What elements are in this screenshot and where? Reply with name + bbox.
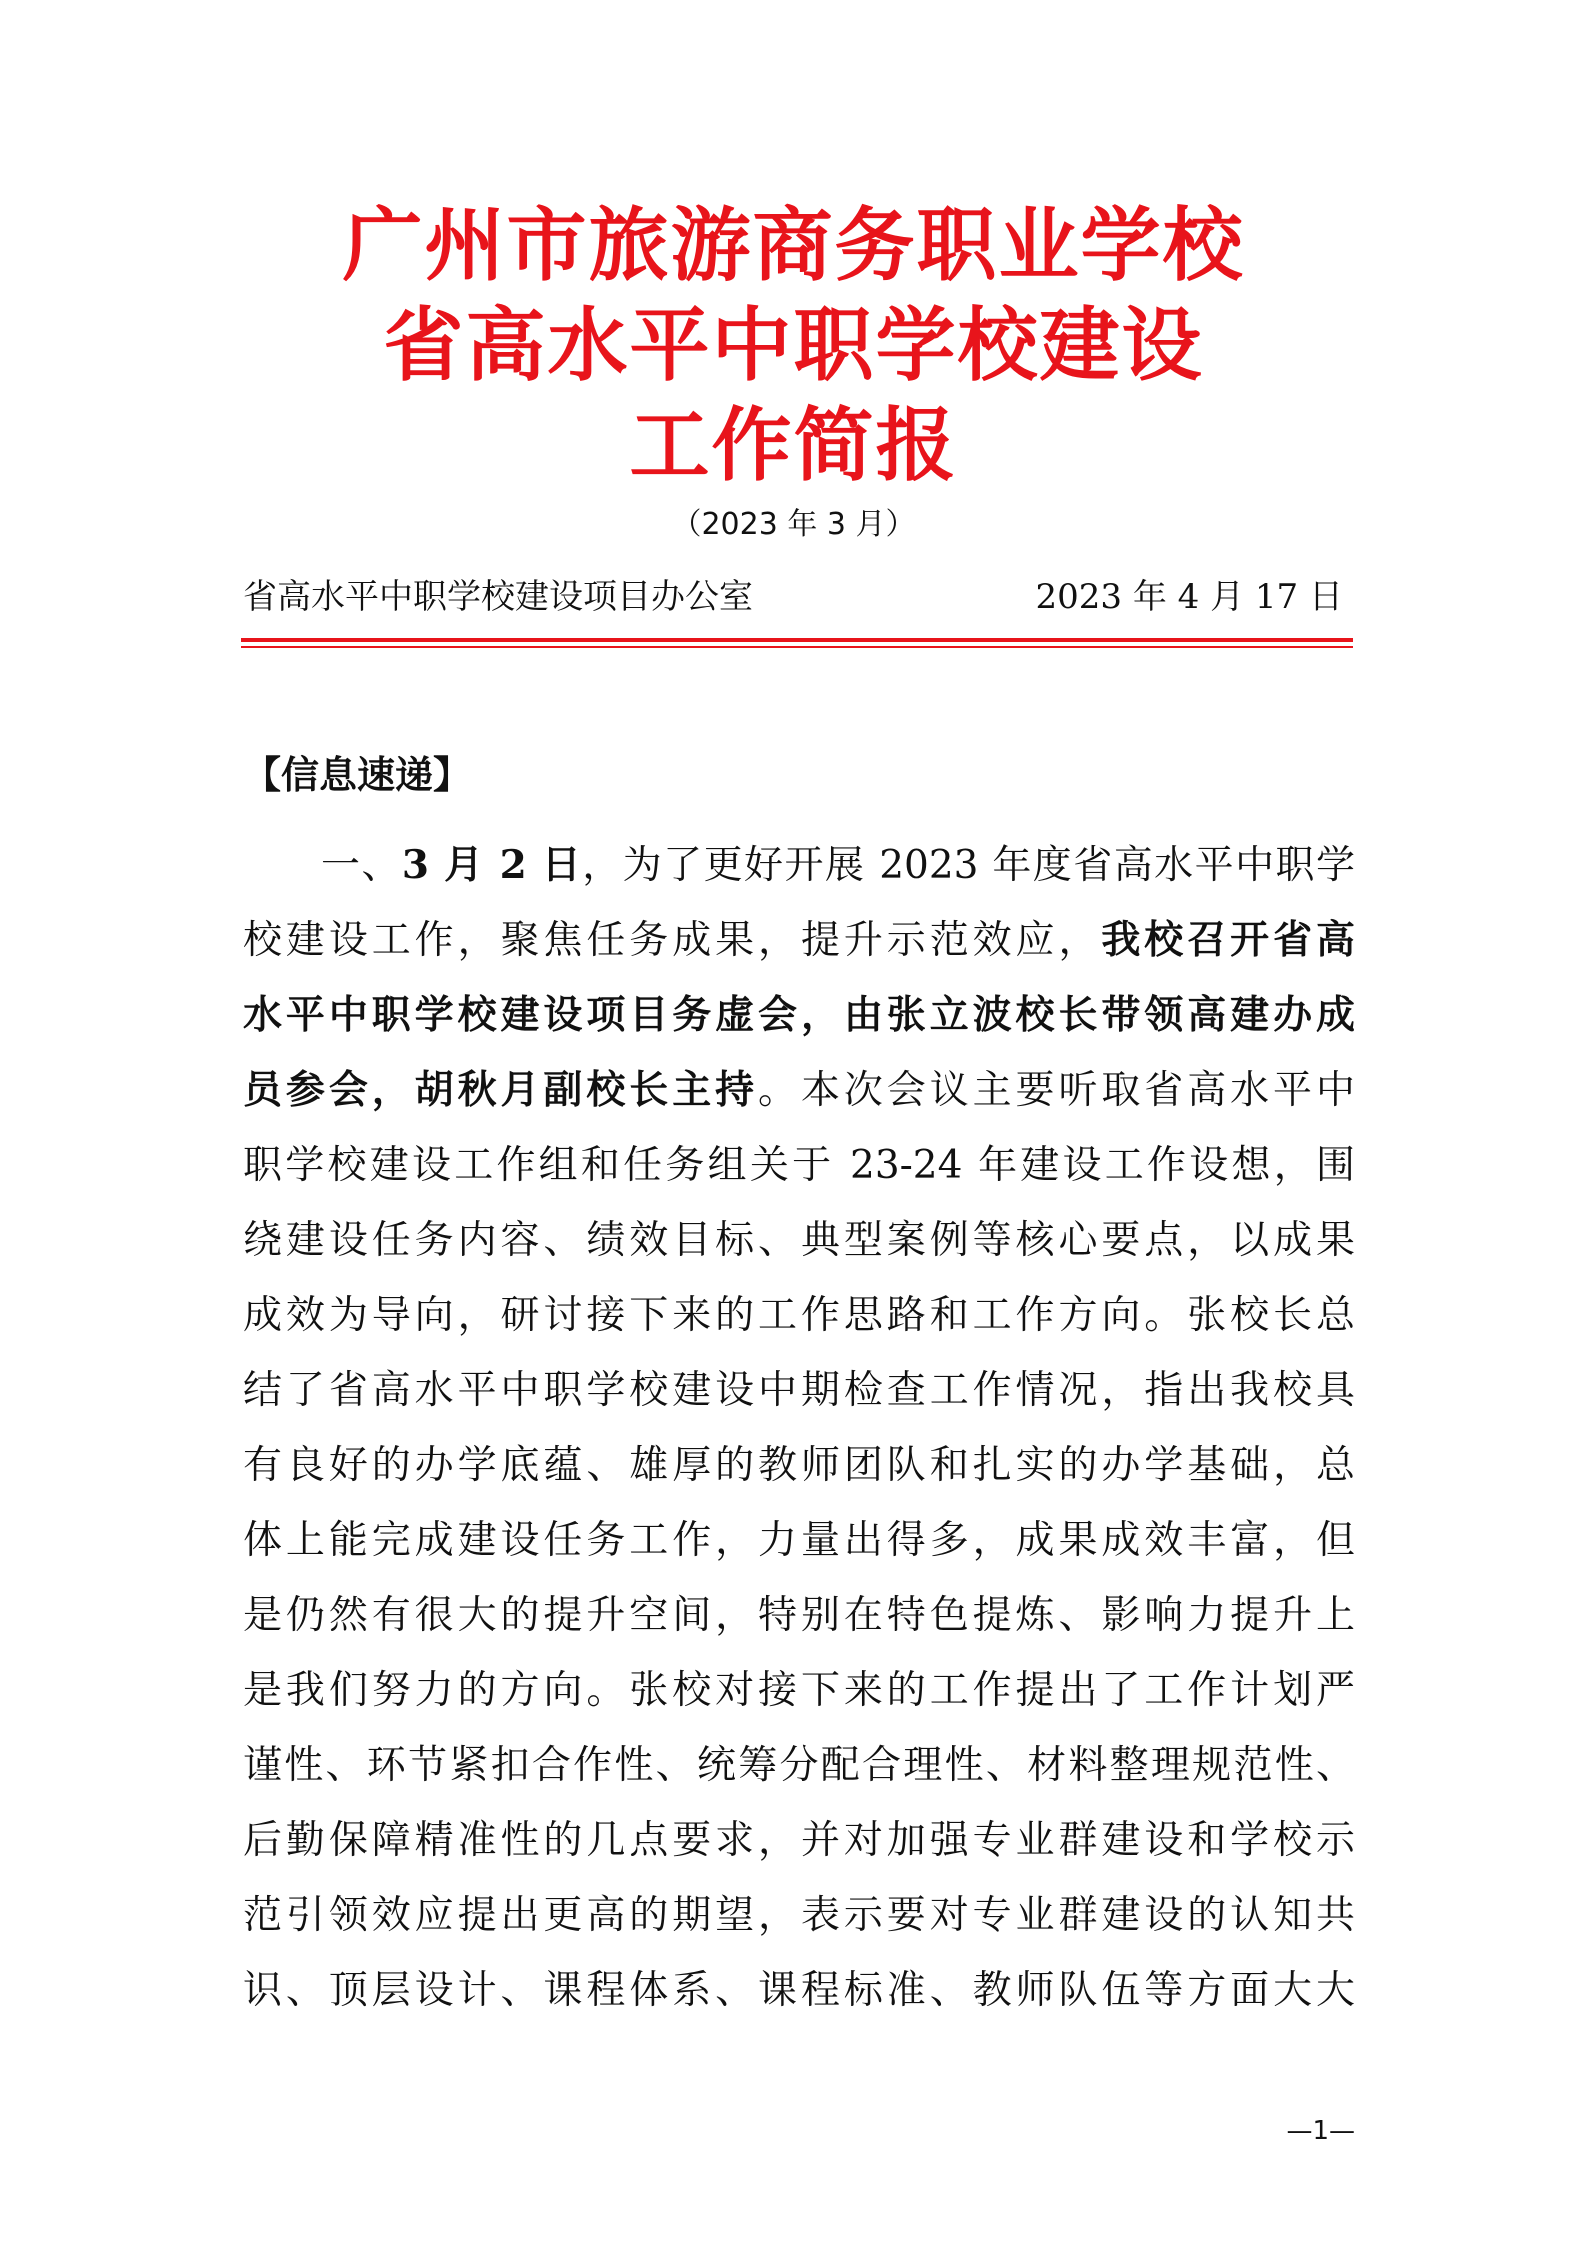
header-rule-thick [241,638,1353,642]
body-line [243,1278,1355,1353]
body-text-run: 后勤保障精准性的几点要求，并对加强专业群建设和学校示 [243,1818,1355,1863]
body-line [243,1128,1355,1203]
body-text-run: 是仍然有很大的提升空间，特别在特色提炼、影响力提升上 [243,1593,1355,1638]
body-text-bold: 水平中职学校建设项目务虚会，由张立波校长带领高建办成 [243,992,1355,1038]
body-line [243,1803,1355,1878]
body-line [243,1878,1355,1953]
body-text-run: 结了省高水平中职学校建设中期检查工作情况，指出我校具 [243,1368,1355,1413]
body-text-run: 识、顶层设计、课程体系、课程标准、教师队伍等方面大大 [243,1968,1355,2013]
body-line [243,1728,1355,1803]
body-text-run: 有良好的办学底蕴、雄厚的教师团队和扎实的办学基础，总 [243,1443,1355,1488]
body-text-run: 体上能完成建设任务工作，力量出得多，成果成效丰富，但 [243,1518,1355,1563]
body-line [243,1353,1355,1428]
body-text-run: 绕建设任务内容、绩效目标、典型案例等核心要点，以成果 [243,1218,1355,1263]
body-text-run: 职学校建设工作组和任务组关于 23-24 年建设工作设想，围 [243,1143,1355,1188]
body-text-run: ，为了更好开展 2023 年度省高水平中职学 [582,843,1355,888]
body-text-run: 成效为导向，研讨接下来的工作思路和工作方向。张校长总 [243,1293,1355,1338]
body-line [243,1428,1355,1503]
body-text-bold: 3 月 2 日 [401,842,583,888]
body-line [243,1953,1355,2028]
body-text-bold: 员参会，胡秋月副校长主持 [243,1067,759,1113]
body-line [243,1653,1355,1728]
body-line [243,978,1355,1053]
page-number: —1— [1286,2116,1355,2146]
issuer-line [243,572,1343,622]
body-paragraph [243,828,1355,2028]
body-text-run: 是我们努力的方向。张校对接下来的工作提出了工作计划严 [243,1668,1355,1713]
issuing-office: 省高水平中职学校建设项目办公室 [243,577,753,617]
body-text-run: 一、 [321,843,402,888]
document-title [0,195,1587,495]
body-line [243,1578,1355,1653]
publish-date: 2023 年 4 月 17 日 [1035,577,1343,617]
body-line [243,1053,1355,1128]
body-text-run: 。本次会议主要听取省高水平中 [758,1068,1355,1113]
body-text-bold: 我校召开省高 [1101,917,1355,963]
body-text-run: 范引领效应提出更高的期望，表示要对专业群建设的认知共 [243,1893,1355,1938]
body-line [243,1503,1355,1578]
body-text-run: 校建设工作，聚焦任务成果，提升示范效应， [243,918,1102,963]
title-line-school: 广州市旅游商务职业学校 [342,198,1245,292]
body-line [243,828,1355,903]
title-line-project: 省高水平中职学校建设 [383,298,1204,392]
header-rule-thin [241,646,1353,648]
section-heading: 【信息速递】 [243,753,472,797]
body-line [243,1203,1355,1278]
title-line-bulletin: 工作简报 [629,398,958,492]
issue-date: （2023 年 3 月） [671,507,916,542]
body-line [243,903,1355,978]
body-text-run: 谨性、环节紧扣合作性、统筹分配合理性、材料整理规范性、 [243,1743,1355,1788]
